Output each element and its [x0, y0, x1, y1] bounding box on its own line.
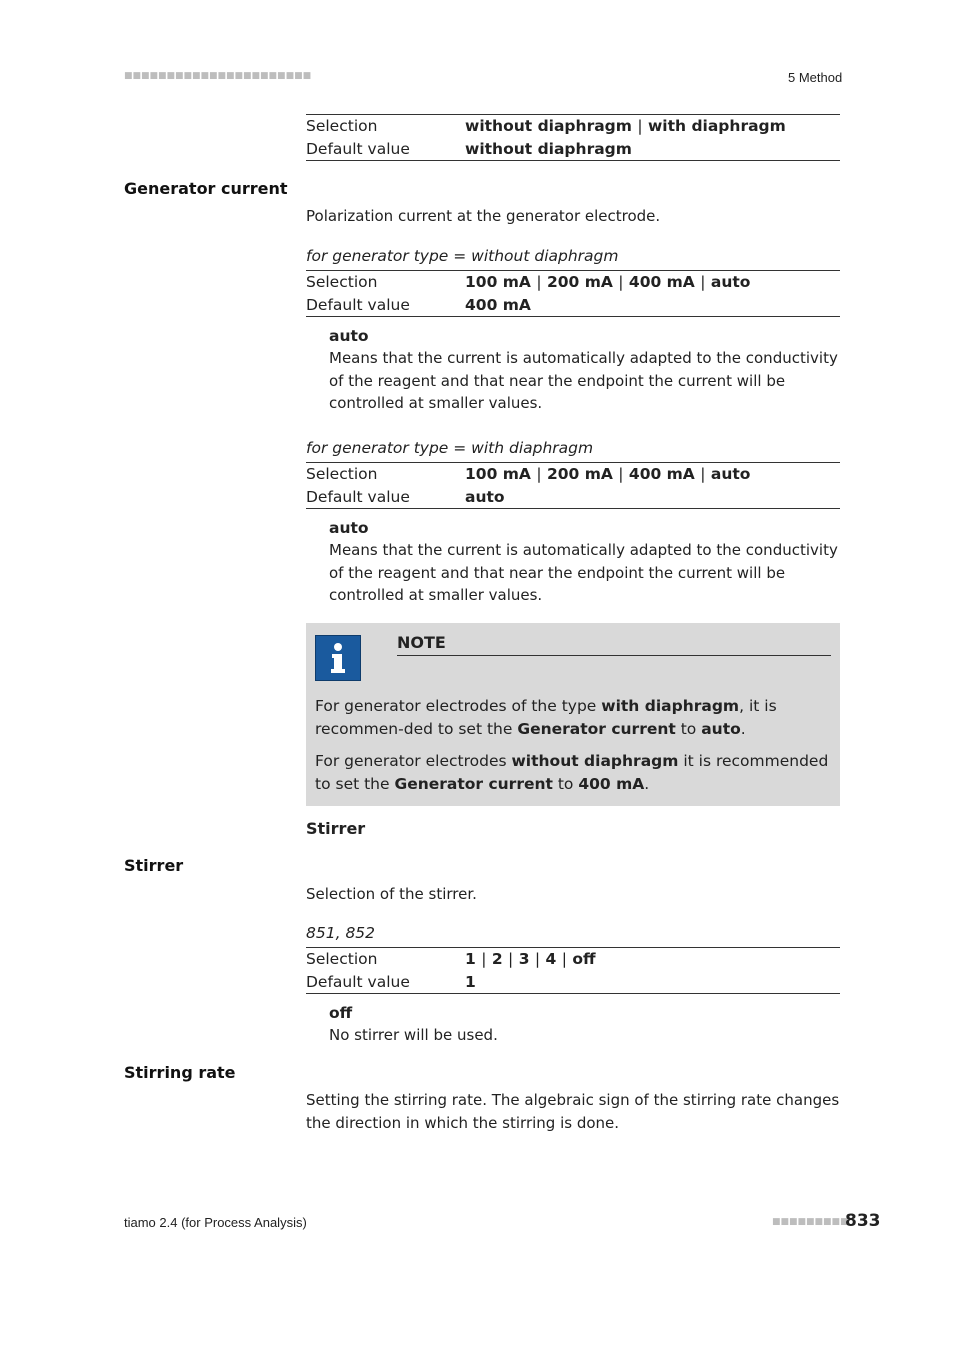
- table-key: Selection: [306, 463, 465, 486]
- info-icon: [315, 635, 361, 681]
- param-description: Selection of the stirrer.: [306, 885, 477, 903]
- param-label-stirrer: Stirrer: [124, 856, 184, 875]
- generator-current-table-without: [306, 270, 840, 317]
- table-value: without diaphragm | with diaphragm: [465, 115, 840, 138]
- table-value: 1: [465, 971, 840, 994]
- table-value: 1 | 2 | 3 | 4 | off: [465, 948, 840, 971]
- param-description: Setting the stirring rate. The algebraic sign of the stirring rate changes the direction in which the stirring is done.: [306, 1091, 840, 1132]
- condition-label: for generator type = with diaphragm: [306, 439, 594, 457]
- term-definition: auto Means that the current is automatically adapted to the conductivity of the reagent and that near the endpoint the current will be controlled at smaller values.: [329, 327, 838, 412]
- table-key: Default value: [306, 971, 465, 994]
- header-decoration: ■■■■■■■■■■■■■■■■■■■■■■: [124, 71, 312, 81]
- param-label-generator-current: Generator current: [124, 179, 288, 198]
- stirrer-table: [306, 947, 840, 994]
- table-key: Default value: [306, 294, 465, 317]
- condition-label: for generator type = without diaphragm: [306, 247, 619, 265]
- note-box: [306, 623, 840, 806]
- table-value: 100 mA | 200 mA | 400 mA | auto: [465, 271, 840, 294]
- page-number: 833: [845, 1211, 881, 1231]
- note-paragraph: For generator electrodes of the type with diaphragm, it is recommen-ded to set the Generator current to auto.: [315, 697, 777, 738]
- table-key: Selection: [306, 115, 465, 138]
- condition-label: 851, 852: [306, 924, 376, 942]
- table-key: Selection: [306, 948, 465, 971]
- table-key: Default value: [306, 138, 465, 161]
- table-value: 100 mA | 200 mA | 400 mA | auto: [465, 463, 840, 486]
- term-definition: off No stirrer will be used.: [329, 1004, 498, 1044]
- generator-current-table-with: [306, 462, 840, 509]
- table-value: without diaphragm: [465, 138, 840, 161]
- table-value: 400 mA: [465, 294, 840, 317]
- table-value: auto: [465, 486, 840, 509]
- footer-decoration: ■■■■■■■■■: [772, 1217, 849, 1227]
- footer-product: tiamo 2.4 (for Process Analysis): [124, 1215, 307, 1230]
- param-label-stirring-rate: Stirring rate: [124, 1063, 236, 1082]
- section-heading-stirrer: Stirrer: [306, 819, 366, 838]
- table-key: Selection: [306, 271, 465, 294]
- note-title: NOTE: [397, 632, 831, 656]
- running-header: 5 Method: [788, 70, 843, 85]
- generator-type-table: [306, 114, 840, 161]
- param-description: Polarization current at the generator electrode.: [306, 207, 661, 225]
- table-key: Default value: [306, 486, 465, 509]
- note-paragraph: For generator electrodes without diaphragm it is recommended to set the Generator current to 400 mA.: [315, 752, 829, 793]
- term-definition: auto Means that the current is automatically adapted to the conductivity of the reagent and that near the endpoint the current will be controlled at smaller values.: [329, 519, 838, 604]
